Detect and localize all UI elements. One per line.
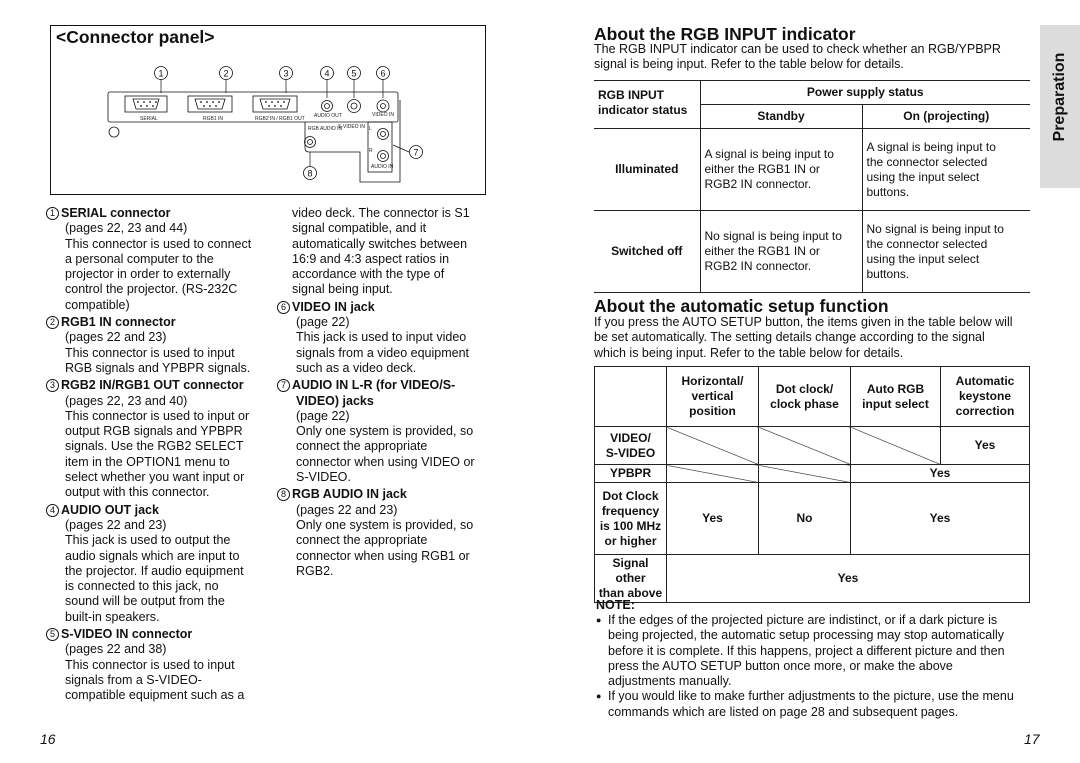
cell-on: No signal is being input to the connector selected using the input select buttons. [862,211,1030,293]
table-row [594,211,1030,293]
cell-yes: Yes [667,555,1030,603]
connector-title: 6 VIDEO IN jack [277,300,487,315]
connector-title: 7 AUDIO IN L-R (for VIDEO/S- [277,378,487,393]
connector-item [46,315,271,376]
callout-number: 1 [46,207,59,220]
label-audio-in: AUDIO IN [371,164,394,170]
label-l: L [369,126,372,132]
label-rgb1-in: RGB1 IN [203,116,224,122]
connector-desc-line: (pages 22 and 38) [65,642,167,657]
col-header: Horizontal/ vertical position [667,367,759,427]
row-label: Illuminated [594,129,700,211]
callout-number: 6 [277,301,290,314]
connector-desc-line: This connector is used to connect [65,236,252,251]
connector-desc-line: (pages 22, 23 and 44) [65,221,188,236]
table-row [595,427,1030,465]
connector-item [46,378,271,500]
connector-desc-line: S-VIDEO. [296,470,351,485]
svg-text:3: 3 [283,68,289,79]
connector-item [277,300,487,376]
connector-item [46,503,271,625]
on-header: On (projecting) [862,105,1030,129]
power-supply-header: Power supply status [700,81,1030,105]
connector-item [46,206,271,313]
auto-setup-intro: If you press the AUTO SETUP button, the items given in the table below will be set automatically. The setting details change according to the signal which is being input. Refer to the table below for details. [594,315,1013,360]
rgb-intro-line: signal is being input. Refer to the table below for details. [594,57,904,72]
callout-number: 2 [46,316,59,329]
label-svideo: S-VIDEO IN [338,124,365,130]
auto-setup-table [594,366,1030,603]
notes-list [596,613,1036,720]
connector-item [277,487,487,579]
connector-desc-line: output RGB signals and YPBPR [65,424,243,439]
svg-text:5: 5 [351,68,357,79]
svg-text:4: 4 [324,68,330,79]
bullet-icon: ● [596,615,602,625]
callout-number: 5 [46,628,59,641]
connector-desc-line: built-in speakers. [65,609,160,624]
connector-desc-line: control the projector. (RS-232C [65,282,238,297]
connector-desc-line: a personal computer to the [65,251,214,266]
connector-title-cont: VIDEO) jacks [296,393,374,408]
callout-number: 4 [46,504,59,517]
note-item: ● If the edges of the projected picture are indistinct, or if a dark picture is being projected, the automatic setup processing may stop automatically before it is complete. If this happens, project a different picture and then press the AUTO SETUP button once more, or make the above adjustments manually. [596,613,1005,689]
preparation-tab [1040,25,1080,188]
label-rgb-audio-in: RGB AUDIO IN [308,126,343,132]
connector-desc-line: sound will be output from the [65,594,225,609]
cell-yes: Yes [667,483,759,555]
table-row [595,483,1030,555]
connector-desc-line: projector in order to externally [65,267,231,282]
row-label: Dot Clock frequency is 100 MHz or higher [595,483,667,555]
table-row [595,465,1030,483]
connector-title: 8 RGB AUDIO IN jack [277,487,487,502]
bullet-icon: ● [596,691,602,702]
svg-text:7: 7 [413,147,419,158]
row-label: Switched off [594,211,700,293]
svg-text:1: 1 [158,68,164,79]
callout-number: 7 [277,379,290,392]
corner-cell [595,367,667,427]
connector-title: 1 SERIAL connector [46,206,271,221]
callout-number: 3 [46,379,59,392]
na-cell [667,465,759,483]
callout-number: 8 [277,488,290,501]
svg-text:2: 2 [223,68,229,79]
col-header: Dot clock/ clock phase [759,367,851,427]
standby-header: Standby [700,105,862,129]
cell-on: A signal is being input to the connector selected using the input select buttons. [862,129,1030,211]
connector-desc-line: (pages 22 and 23) [296,502,398,517]
note-title: NOTE: [596,598,635,612]
connector-desc-line: item in the OPTION1 menu to [65,454,230,469]
cell-no: No [759,483,851,555]
page-number-right: 17 [1024,731,1040,747]
svg-text:6: 6 [380,68,386,79]
connector-desc-line: RGB signals and YPBPR signals. [65,360,251,375]
connector-desc-line: compatible equipment such as a [65,688,245,703]
cell-yes: Yes [851,483,1030,555]
row-label: VIDEO/ S-VIDEO [595,427,667,465]
cell-standby: No signal is being input to either the RGB1 IN or RGB2 IN connector. [700,211,862,293]
connector-desc-line: (page 22) [296,408,350,423]
connector-desc-line: Only one system is provided, so [296,424,474,439]
na-cell [759,427,851,465]
connector-list-col2 [277,206,487,581]
connector-desc-line: signals. Use the RGB2 SELECT [65,439,244,454]
label-video: VIDEO IN [372,112,394,118]
connector-desc-line: signals from a S-VIDEO- [65,672,202,687]
connector-desc-line: connector when using VIDEO or [296,454,475,469]
connector-desc-line: select whether you want input or [65,470,245,485]
page-number-left: 16 [40,731,56,747]
connector-desc-line: the projector. If audio equipment [65,563,244,578]
cell-standby: A signal is being input to either the RGB1 IN or RGB2 IN connector. [700,129,862,211]
connector-item [46,627,271,703]
rgb-intro-line: The RGB INPUT indicator can be used to check whether an RGB/YPBPR [594,42,1001,56]
connector-item [277,378,487,485]
connector-desc-line: This connector is used to input or [65,408,250,423]
connector-desc-line: Only one system is provided, so [296,517,474,532]
connector-desc-line: such as a video deck. [296,360,417,375]
connector-list-col1 [46,206,271,706]
row-label: YPBPR [595,465,667,483]
connector-desc-line: connect the appropriate [296,439,428,454]
preparation-tab-label: Preparation [1051,52,1068,142]
connector-desc-line: (pages 22 and 23) [65,330,167,345]
connector-title: 3 RGB2 IN/RGB1 OUT connector [46,378,271,393]
na-cell [759,465,851,483]
svideo-desc-continued: video deck. The connector is S1 signal compatible, and it automatically switches between 16:9 and 4:3 aspect ratios in accordance with the type of signal being input. [292,206,470,297]
table-row [594,129,1030,211]
label-r: R [369,148,373,154]
cell-yes: Yes [851,465,1030,483]
connector-desc-line: is connected to this jack, no [65,579,219,594]
col-header: Automatic keystone correction [941,367,1030,427]
label-serial: SERIAL [140,116,158,122]
na-cell [851,427,941,465]
connector-title: 5 S-VIDEO IN connector [46,627,271,642]
connector-desc-line: connect the appropriate [296,533,428,548]
auto-setup-title: About the automatic setup function [594,296,889,316]
rgb-section-title: About the RGB INPUT indicator [594,24,856,44]
note-item: ● If you would like to make further adjustments to the picture, use the menu commands which are listed on page 28 and subsequent pages. [596,689,1014,719]
connector-desc-line: audio signals which are input to [65,548,240,563]
connector-panel-diagram [100,60,430,192]
connector-desc-line: This connector is used to input [65,657,235,672]
connector-desc-line: This jack is used to input video [296,330,467,345]
row-label: Signal other than above [595,555,667,603]
rgb-indicator-table [594,80,1030,293]
label-rgb2-in: RGB2 IN / RGB1 OUT [255,116,305,122]
connector-desc-line: (pages 22, 23 and 40) [65,393,188,408]
connector-desc-line: This jack is used to output the [65,533,231,548]
svg-text:8: 8 [307,168,313,179]
connector-desc-line: compatible) [65,297,130,312]
connector-panel-title: <Connector panel> [56,27,215,47]
label-audio-out: AUDIO OUT [314,113,342,119]
rgb-intro [594,42,1034,73]
col-header: Auto RGB input select [851,367,941,427]
connector-desc-line: signals from a video equipment [296,345,470,360]
cell-yes: Yes [941,427,1030,465]
na-cell [667,427,759,465]
connector-title: 4 AUDIO OUT jack [46,503,271,518]
table-row [595,555,1030,603]
connector-desc-line: RGB2. [296,563,334,578]
connector-desc-line: connector when using RGB1 or [296,548,470,563]
connector-desc-line: output with this connector. [65,485,210,500]
connector-desc-line: (page 22) [296,315,350,330]
connector-desc-line: (pages 22 and 23) [65,517,167,532]
rgb-corner-header: RGB INPUT indicator status [594,81,700,129]
connector-title: 2 RGB1 IN connector [46,315,271,330]
connector-desc-line: This connector is used to input [65,345,235,360]
